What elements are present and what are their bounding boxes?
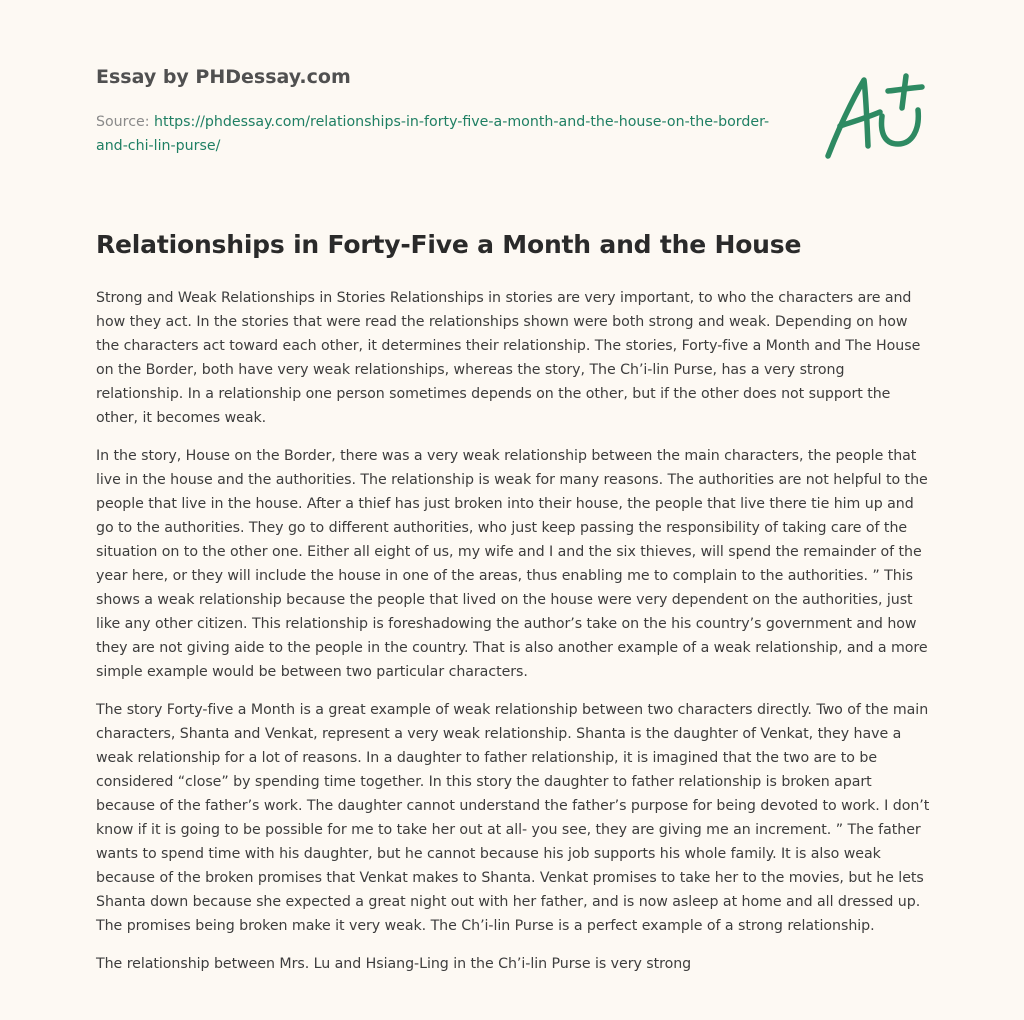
source-line — [96, 110, 786, 158]
source-label: Source: — [96, 114, 150, 130]
essay-paragraph: In the story, House on the Border, there was a very weak relationship between the main characters, the people that live in the house and the authorities. The relationship is weak for many reasons. The authorities are not helpful to the people that live in the house. After a thief has just broken into their house, the people that live there tie him up and go to the authorities. They go to different authorities, who just keep passing the responsibility of taking care of the situation on to the other one. Either all eight of us, my wife and I and the six thieves, will spend the remainder of the year here, or they will include the house in one of the areas, thus enabling me to complain to the authorities. ” This shows a weak relationship because the people that lived on the house were very dependent on the authorities, just like any other citizen. This relationship is foreshadowing the author’s take on the his country’s government and how they are not giving aide to the people in the country. That is also another example of a weak relationship, and a more simple example would be between two particular characters. — [96, 448, 928, 680]
site-header — [96, 62, 796, 158]
essay-paragraph: The relationship between Mrs. Lu and Hsiang-Ling in the Ch’i-lin Purse is very strong — [96, 956, 692, 972]
source-link[interactable]: https://phdessay.com/relationships-in-forty-five-a-month-and-the-house-on-the-border-and-chi-lin-purse/ — [96, 114, 770, 154]
essay-paragraph: The story Forty-five a Month is a great example of weak relationship between two characters directly. Two of the main characters, Shanta and Venkat, represent a very weak relationship. Shanta is the daughter of Venkat, they have a weak relationship for a lot of reasons. In a daughter to father relationship, it is imagined that the two are to be considered “close” by spending time together. In this story the daughter to father relationship is broken apart because of the father’s work. The daughter cannot understand the father’s purpose for being devoted to work. I don’t know if it is going to be possible for me to take her out at all- you see, they are giving me an increment. ” The father wants to spend time with his daughter, but he cannot because his job supports his whole family. It is also weak because of the broken promises that Venkat makes to Shanta. Venkat promises to take her to the movies, but he lets Shanta down because she expected a great night out with her father, and is now asleep at home and all dressed up. The promises being broken make it very weak. The Ch’i-lin Purse is a perfect example of a strong relationship. — [96, 702, 930, 934]
essay-title: Relationships in Forty-Five a Month and the House — [96, 230, 802, 259]
site-title: Essay by PHDessay.com — [96, 66, 351, 88]
essay-paragraph: Strong and Weak Relationships in Stories Relationships in stories are very important, to who the characters are and how they act. In the stories that were read the relationships shown were both strong and weak. Depending on how the characters act toward each other, it determines their relationship. The stories, Forty-five a Month and The House on the Border, both have very weak relationships, whereas the story, The Ch’i-lin Purse, has a very strong relationship. In a relationship one person sometimes depends on the other, but if the other does not support the other, it becomes weak. — [96, 290, 921, 426]
a-plus-logo-icon — [822, 66, 928, 166]
essay-body — [96, 286, 934, 990]
